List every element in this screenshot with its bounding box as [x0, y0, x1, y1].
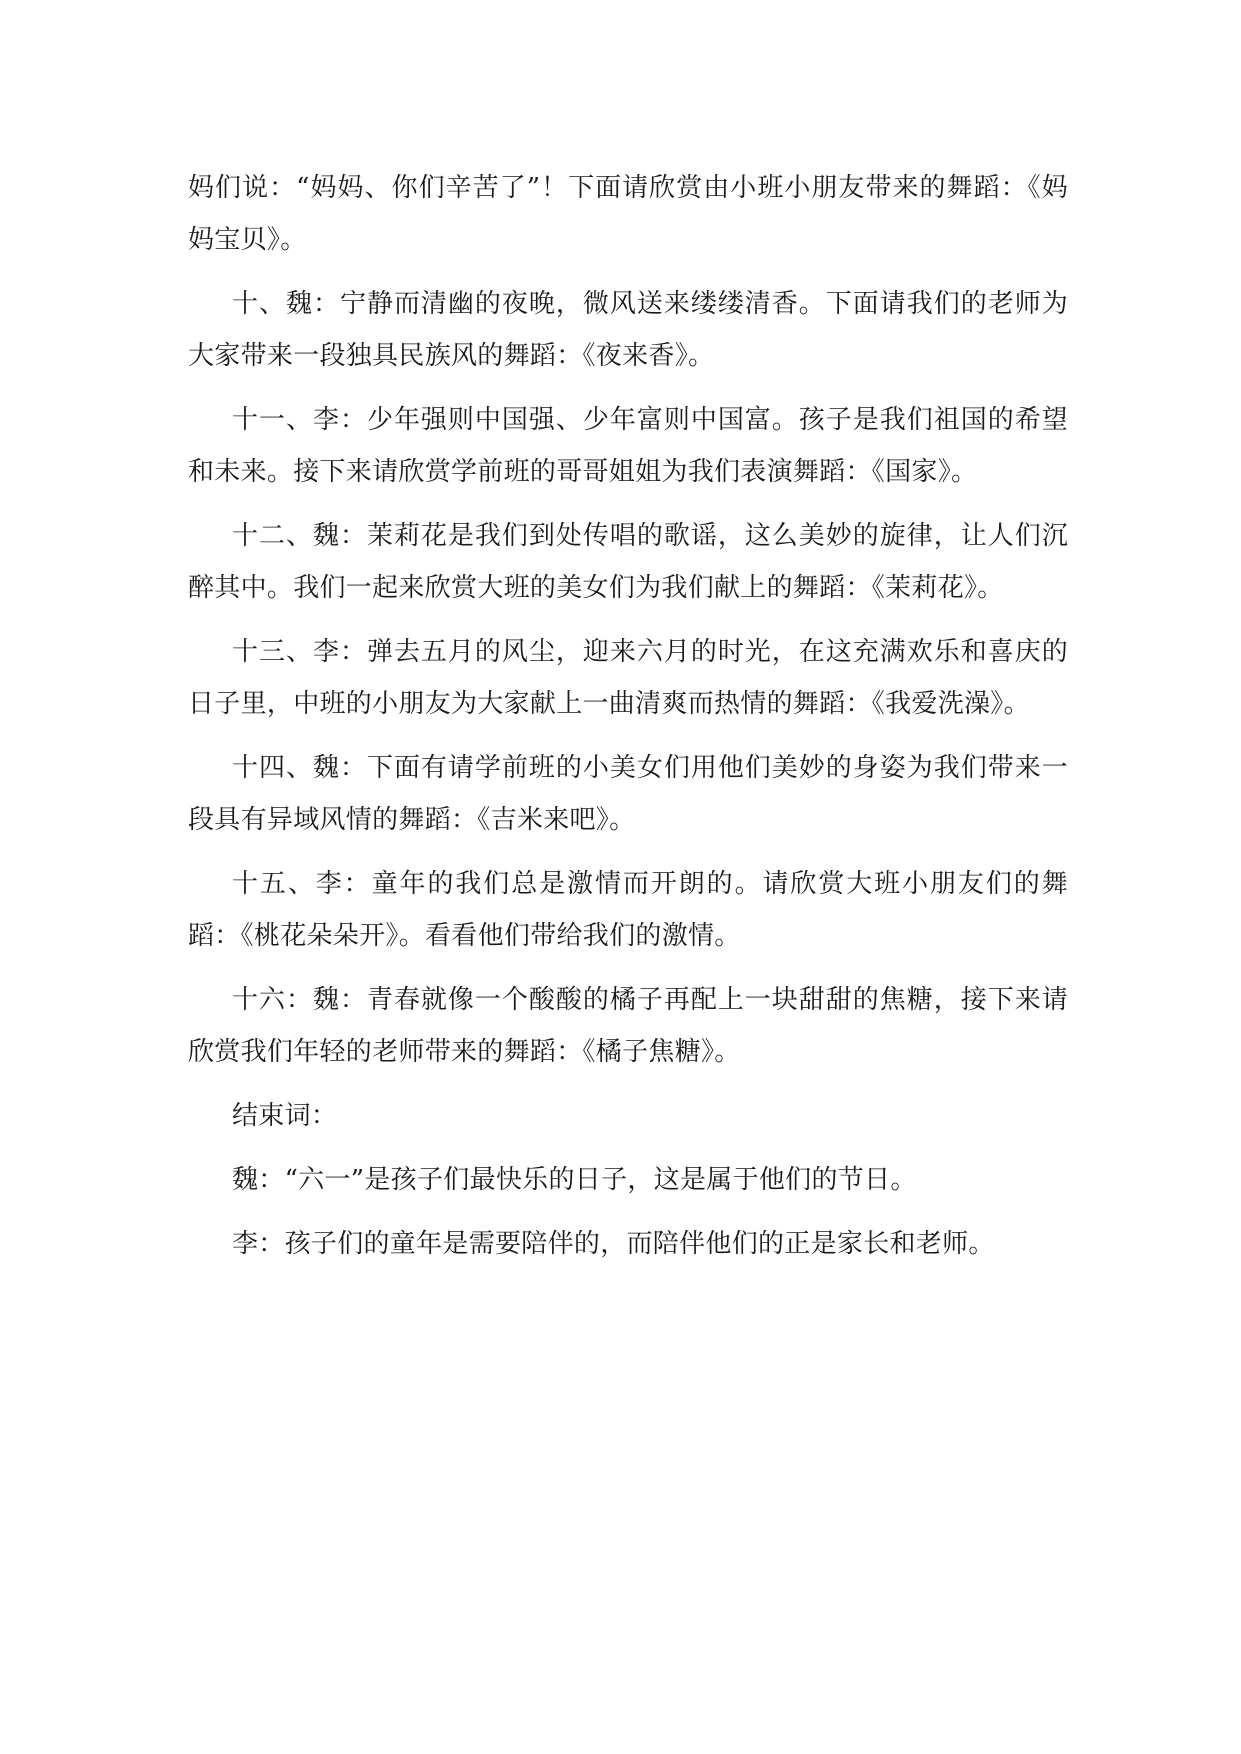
paragraph-item-16: 十六：魏：青春就像一个酸酸的橘子再配上一块甜甜的焦糖，接下来请欣赏我们年轻的老师带来的舞蹈：《橘子焦糖》。	[188, 985, 1068, 1067]
paragraph-item-13: 十三、李：弹去五月的风尘，迎来六月的时光，在这充满欢乐和喜庆的日子里，中班的小朋友为大家献上一曲清爽而热情的舞蹈：《我爱洗澡》。	[188, 637, 1068, 719]
paragraph-item-15: 十五、李：童年的我们总是激情而开朗的。请欣赏大班小朋友们的舞蹈：《桃花朵朵开》。看看他们带给我们的激情。	[188, 869, 1068, 951]
paragraph-item-12: 十二、魏：茉莉花是我们到处传唱的歌谣，这么美妙的旋律，让人们沉醉其中。我们一起来欣赏大班的美女们为我们献上的舞蹈：《茉莉花》。	[188, 521, 1068, 603]
paragraph-continuation: 妈们说：“妈妈、你们辛苦了”！下面请欣赏由小班小朋友带来的舞蹈：《妈妈宝贝》。	[188, 173, 1068, 255]
closing-line-li: 李：孩子们的童年是需要陪伴的，而陪伴他们的正是家长和老师。	[232, 1229, 995, 1259]
paragraph-item-14: 十四、魏：下面有请学前班的小美女们用他们美妙的身姿为我们带来一段具有异域风情的舞蹈：《吉米来吧》。	[188, 753, 1068, 835]
closing-line-wei: 魏：“六一”是孩子们最快乐的日子，这是属于他们的节日。	[232, 1165, 917, 1195]
paragraph-item-11: 十一、李：少年强则中国强、少年富则中国富。孩子是我们祖国的希望和未来。接下来请欣赏学前班的哥哥姐姐为我们表演舞蹈：《国家》。	[188, 405, 1068, 487]
closing-heading: 结束词：	[232, 1101, 338, 1131]
document-body	[188, 162, 1068, 1282]
paragraph-item-10: 十、魏：宁静而清幽的夜晚，微风送来缕缕清香。下面请我们的老师为大家带来一段独具民族风的舞蹈：《夜来香》。	[188, 289, 1068, 371]
